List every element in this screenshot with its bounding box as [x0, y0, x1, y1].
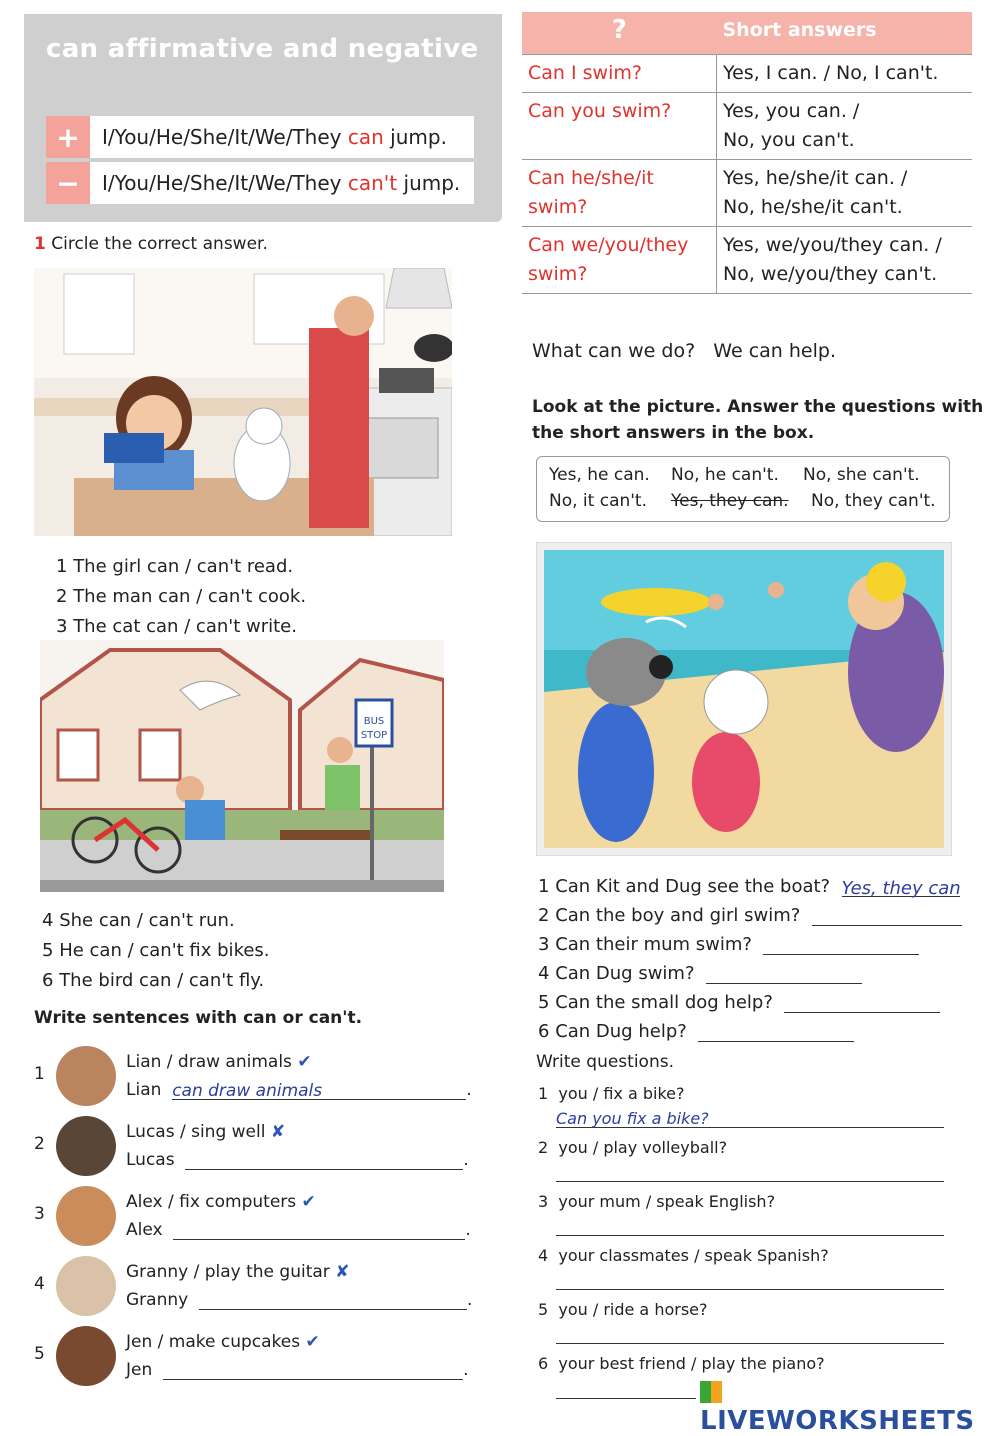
ex2-item-1: 1 Lian / draw animals ✔ Lian can draw animals . — [34, 1046, 484, 1110]
check-icon: ✔ — [297, 1052, 312, 1072]
affirmative-modal: can — [347, 125, 384, 149]
answer-line: No, you can't. — [723, 129, 855, 151]
answer-input[interactable]: Yes, they can — [841, 878, 961, 899]
item-number: 2 — [538, 905, 550, 926]
answer-input[interactable] — [185, 1151, 463, 1170]
kitchen-picture — [34, 268, 452, 536]
item-text: The man can / can't cook. — [73, 586, 307, 607]
item-text: The bird can / can't fly. — [59, 970, 265, 991]
answer-line: Yes, we/you/they can. / — [723, 234, 942, 256]
question-text: Can the boy and girl swim? — [555, 905, 801, 926]
bus-sign-line1: BUS — [363, 716, 385, 727]
answer-line: No, we/you/they can't. — [723, 263, 938, 285]
check-icon: ✔ — [305, 1332, 320, 1352]
avatar — [56, 1116, 116, 1176]
logo-icon — [700, 1381, 722, 1403]
item-text: The cat can / can't write. — [73, 616, 297, 637]
liveworksheets-logo — [700, 1376, 1000, 1436]
answer-line: Yes, I can. / No, I can't. — [723, 62, 939, 84]
avatar — [56, 1046, 116, 1106]
short-answers-table — [522, 12, 972, 294]
ex3-question-5 — [538, 992, 940, 1013]
answer-input[interactable]: Can you fix a bike? — [556, 1109, 944, 1128]
box-option-used: Yes, they can. — [671, 491, 789, 511]
ex1-item-3[interactable] — [56, 616, 297, 637]
ex3-question-3 — [538, 934, 919, 955]
question-cell: Can you swim? — [522, 93, 717, 160]
ex3-question-1 — [538, 876, 960, 897]
question-cell: Can he/she/it swim? — [522, 160, 717, 227]
question-text: Can their mum swim? — [555, 934, 752, 955]
avatar — [56, 1326, 116, 1386]
item-prompt: you / ride a horse? — [558, 1300, 708, 1319]
answer-input[interactable] — [698, 1023, 854, 1042]
ex4-instruction: Write questions. — [536, 1052, 674, 1072]
box-option: Yes, he can. — [549, 465, 650, 485]
item-text: She can / can't run. — [59, 910, 235, 931]
item-number: 3 — [538, 934, 550, 955]
question-text: Can Dug help? — [555, 1021, 687, 1042]
item-number: 4 — [538, 1246, 549, 1265]
item-prompt: you / play volleyball? — [558, 1138, 728, 1157]
cross-icon: ✘ — [270, 1122, 286, 1142]
ex3-instruction-line2: the short answers in the box. — [532, 423, 815, 443]
affirmative-verb: jump. — [390, 125, 447, 149]
negative-modal: can't — [347, 171, 398, 195]
item-number: 5 — [34, 1344, 45, 1364]
answer-cell — [717, 227, 973, 294]
table-row — [522, 55, 972, 93]
item-prompt: Jen / make cupcakes — [126, 1332, 301, 1352]
table-header — [522, 12, 972, 55]
question-text: Can the small dog help? — [555, 992, 773, 1013]
ex4-item-1 — [538, 1084, 948, 1128]
answer-input[interactable] — [199, 1291, 467, 1310]
item-subject: Alex — [126, 1220, 163, 1240]
street-picture — [40, 640, 444, 892]
item-prompt: Lucas / sing well — [126, 1122, 266, 1142]
answer-input[interactable] — [763, 936, 919, 955]
answer-cell — [717, 160, 973, 227]
question-text: Can Kit and Dug see the boat? — [555, 876, 831, 897]
item-subject: Granny — [126, 1290, 189, 1310]
ex3-question-4 — [538, 963, 862, 984]
item-number: 1 — [34, 1064, 45, 1084]
item-prompt: Lian / draw animals — [126, 1052, 292, 1072]
item-number: 4 — [42, 910, 54, 931]
answer-cell — [717, 93, 973, 160]
ex1-item-1[interactable] — [56, 556, 293, 577]
box-option: No, he can't. — [671, 465, 779, 485]
logo-text: LIVEWORKSHEETS — [700, 1406, 975, 1436]
ex4-item-6 — [538, 1354, 948, 1373]
answer-input[interactable] — [163, 1361, 463, 1380]
ex1-item-6[interactable] — [42, 970, 264, 991]
item-number: 4 — [538, 963, 550, 984]
item-number: 1 — [538, 876, 550, 897]
ex3-question-6 — [538, 1021, 854, 1042]
item-number: 6 — [538, 1354, 549, 1373]
item-prompt: you / fix a bike? — [558, 1084, 685, 1103]
affirmative-subject: I/You/He/She/It/We/They — [102, 125, 342, 149]
answer-input[interactable] — [556, 1271, 944, 1290]
what-can-line — [532, 340, 836, 362]
item-text: He can / can't fix bikes. — [59, 940, 270, 961]
ex1-number: 1 — [34, 234, 46, 254]
plus-sign: + — [46, 116, 90, 158]
answer-input[interactable] — [173, 1221, 465, 1240]
item-number: 2 — [538, 1138, 549, 1157]
ex2-item-3: 3 Alex / fix computers ✔ Alex . — [34, 1186, 484, 1250]
answer-input[interactable] — [706, 965, 862, 984]
ex3-question-2 — [538, 905, 962, 926]
item-number: 6 — [42, 970, 54, 991]
item-prompt: Granny / play the guitar — [126, 1262, 330, 1282]
ex2-item-5: 5 Jen / make cupcakes ✔ Jen . — [34, 1326, 484, 1390]
item-number: 3 — [56, 616, 68, 637]
ex2-item-4: 4 Granny / play the guitar ✘ Granny . — [34, 1256, 484, 1320]
affirmative-row — [46, 116, 474, 158]
item-subject: Jen — [126, 1360, 153, 1380]
item-number: 2 — [34, 1134, 45, 1154]
ex4-item-2 — [538, 1138, 948, 1182]
answer-line: Yes, he/she/it can. / — [723, 167, 908, 189]
item-subject: Lian — [126, 1080, 162, 1100]
check-icon: ✔ — [301, 1192, 316, 1212]
answer-line: Yes, you can. / — [723, 100, 860, 122]
item-text: The girl can / can't read. — [73, 556, 294, 577]
question-cell: Can I swim? — [522, 55, 717, 93]
answer-input[interactable] — [556, 1217, 944, 1236]
answer-input[interactable]: can draw animals — [172, 1081, 466, 1100]
item-prompt: Alex / fix computers — [126, 1192, 297, 1212]
negative-subject: I/You/He/She/It/We/They — [102, 171, 342, 195]
ex2-item-2: 2 Lucas / sing well ✘ Lucas . — [34, 1116, 484, 1180]
question-header: ? — [522, 12, 717, 55]
answer-input[interactable] — [556, 1380, 696, 1399]
answer-input[interactable] — [556, 1163, 944, 1182]
item-number: 1 — [538, 1084, 549, 1103]
question-text: Can Dug swim? — [555, 963, 695, 984]
answer-input[interactable] — [556, 1325, 944, 1344]
item-prompt: your classmates / speak Spanish? — [558, 1246, 829, 1265]
item-prompt: your mum / speak English? — [558, 1192, 776, 1211]
item-number: 3 — [538, 1192, 549, 1211]
beach-picture — [536, 542, 952, 856]
item-number: 4 — [34, 1274, 45, 1294]
answer-cell — [717, 55, 973, 93]
item-number: 6 — [538, 1021, 550, 1042]
box-option: No, it can't. — [549, 491, 647, 511]
table-row — [522, 227, 972, 294]
box-option: No, they can't. — [811, 491, 936, 511]
ex2-instruction: Write sentences with can or can't. — [34, 1008, 363, 1028]
what-can-answer: We can help. — [713, 340, 836, 362]
cross-icon: ✘ — [335, 1262, 350, 1282]
negative-verb: jump. — [403, 171, 461, 195]
ex1-item-5[interactable] — [42, 940, 270, 961]
ex4-item-4 — [538, 1246, 948, 1290]
answer-header: Short answers — [717, 12, 973, 55]
grammar-title: can affirmative and negative — [46, 34, 479, 64]
ex3-instruction-line1: Look at the picture. Answer the questions with — [532, 397, 984, 417]
avatar — [56, 1256, 116, 1316]
table-row — [522, 93, 972, 160]
bus-sign-line2: STOP — [360, 730, 388, 741]
item-number: 2 — [56, 586, 68, 607]
avatar — [56, 1186, 116, 1246]
minus-sign: − — [46, 162, 90, 204]
ex4-item-3 — [538, 1192, 948, 1236]
ex1-instruction: Circle the correct answer. — [51, 234, 268, 254]
ex1-item-2[interactable] — [56, 586, 306, 607]
item-number: 3 — [34, 1204, 45, 1224]
answer-input[interactable] — [784, 994, 940, 1013]
item-number: 5 — [42, 940, 54, 961]
what-can-question: What can we do? — [532, 340, 696, 362]
answer-line: No, he/she/it can't. — [723, 196, 903, 218]
item-prompt: your best friend / play the piano? — [558, 1354, 825, 1373]
ex1-item-4[interactable] — [42, 910, 235, 931]
box-option: No, she can't. — [803, 465, 920, 485]
question-cell: Can we/you/they swim? — [522, 227, 717, 294]
short-answer-box — [536, 456, 950, 522]
item-number: 5 — [538, 1300, 549, 1319]
ex3-instruction — [532, 394, 983, 446]
item-number: 1 — [56, 556, 68, 577]
item-number: 5 — [538, 992, 550, 1013]
ex1-heading — [34, 234, 268, 254]
negative-row — [46, 162, 474, 204]
item-subject: Lucas — [126, 1150, 175, 1170]
answer-input[interactable] — [812, 907, 962, 926]
ex4-item-5 — [538, 1300, 948, 1344]
table-row — [522, 160, 972, 227]
